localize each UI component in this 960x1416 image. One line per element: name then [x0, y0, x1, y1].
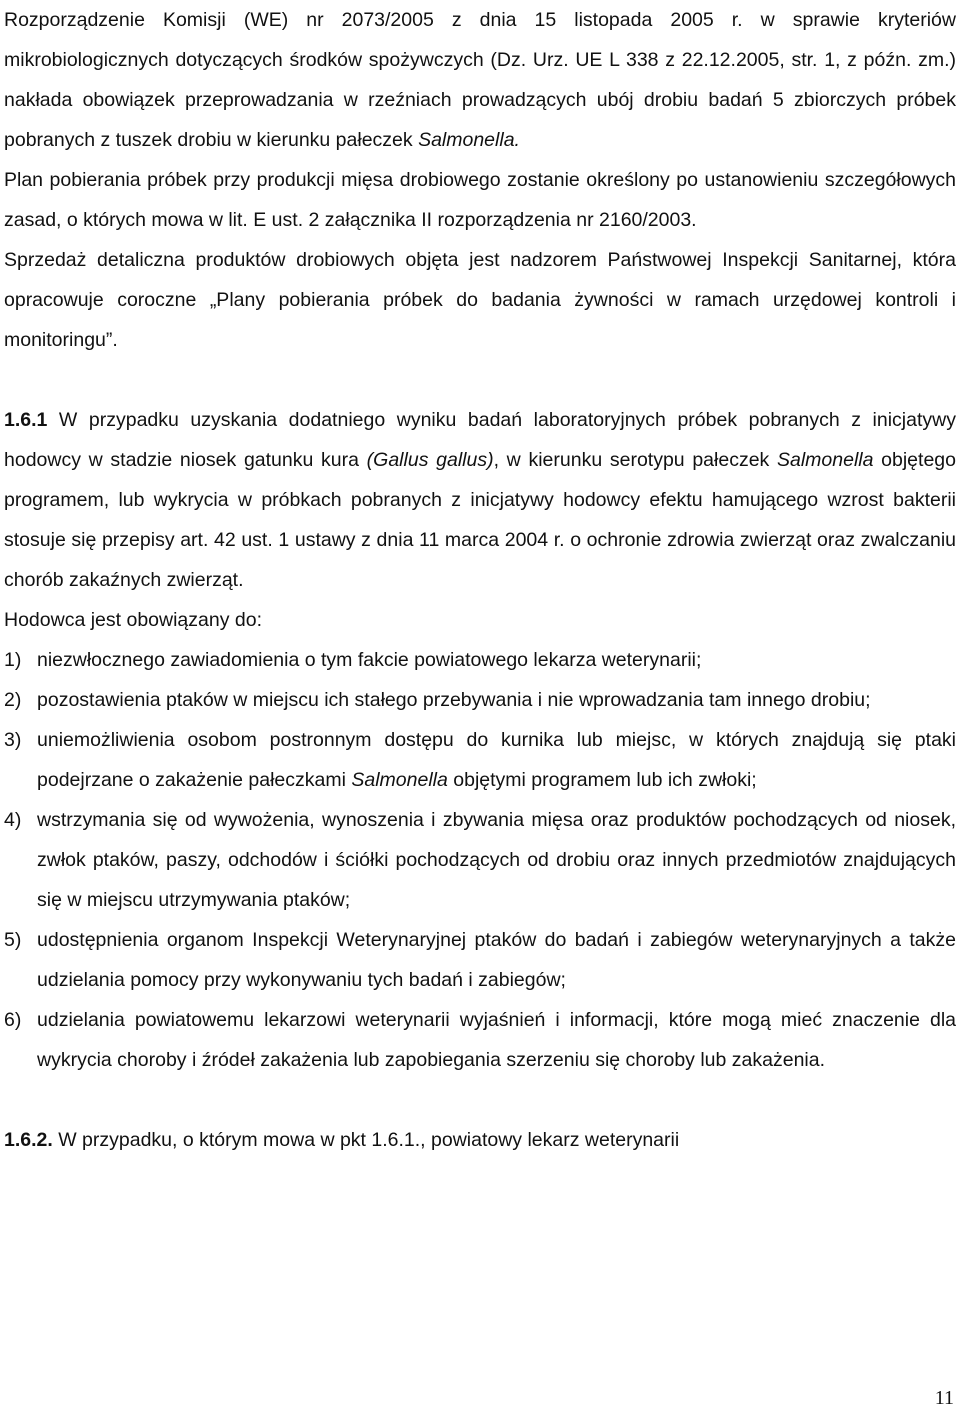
list-item	[4, 720, 956, 800]
list-item-number: 2)	[4, 689, 22, 711]
section-text: objętego programem, lub wykrycia w próbkach pobranych z inicjatywy hodowcy efektu hamującego wzrost bakterii stosuje się przepisy art. 42 ust. 1 ustawy z dnia 11 marca 2004 r. o ochronie zdrowia zwierząt oraz zwalczaniu chorób zakaźnych zwierząt.	[4, 449, 956, 591]
obligations-intro: Hodowca jest obowiązany do:	[4, 609, 262, 631]
spacer	[4, 360, 956, 400]
obligations-list	[4, 640, 956, 1080]
list-item-number: 5)	[4, 929, 22, 951]
paragraph-retail: Sprzedaż detaliczna produktów drobiowych objęta jest nadzorem Państwowej Inspekcji Sanitarnej, która opracowuje coroczne „Plany pobierania próbek do badania żywności w ramach urzędowej kontroli i monitoringu”.	[4, 249, 956, 351]
list-item-number: 4)	[4, 809, 22, 831]
list-item-number: 3)	[4, 729, 22, 751]
list-item-text: udzielania powiatowemu lekarzowi weterynarii wyjaśnień i informacji, które mogą mieć znaczenie dla wykrycia choroby i źródeł zakażenia lub zapobiegania szerzeniu się choroby lub zakażenia.	[37, 1009, 956, 1071]
list-item-text: wstrzymania się od wywożenia, wynoszenia i zbywania mięsa oraz produktów pochodzących od niosek, zwłok ptaków, paszy, odchodów i ściółki pochodzących od drobiu oraz innych przedmiotów znajdujących się w miejscu utrzymywania ptaków;	[37, 809, 956, 911]
salmonella-term: Salmonella	[776, 449, 874, 471]
list-item-number: 6)	[4, 1009, 22, 1031]
spacer	[4, 1080, 956, 1120]
section-text: , w kierunku serotypu pałeczek	[493, 449, 777, 471]
list-item	[4, 680, 956, 720]
paragraph-regulation-text: Rozporządzenie Komisji (WE) nr 2073/2005 z dnia 15 listopada 2005 r. w sprawie kryteriów mikrobiologicznych dotyczących środków spożywczych (Dz. Urz. UE L 338 z 22.12.2005, str. 1, z późn. zm.) nakłada obowiązek przeprowadzania w rzeźniach prowadzących ubój drobiu badań 5 zbiorczych próbek pobranych z tuszek drobiu w kierunku pałeczek	[4, 9, 956, 151]
salmonella-term: Salmonella	[351, 769, 448, 791]
list-item-text: uniemożliwienia osobom postronnym dostępu do kurnika lub miejsc, w których znajdują się ptaki podejrzane o zakażenie pałeczkami	[37, 729, 956, 791]
section-text: W przypadku uzyskania dodatniego wyniku badań laboratoryjnych próbek pobranych z inicjatywy hodowcy w stadzie niosek gatunku kura	[4, 409, 956, 471]
salmonella-term: Salmonella.	[418, 129, 520, 151]
list-item	[4, 920, 956, 1000]
list-item-text: udostępnienia organom Inspekcji Weterynaryjnej ptaków do badań i zabiegów weterynaryjnych a także udzielania pomocy przy wykonywaniu tych badań i zabiegów;	[37, 929, 956, 991]
list-item	[4, 1000, 956, 1080]
list-item-text: objętymi programem lub ich zwłoki;	[447, 769, 757, 791]
paragraph-regulation	[4, 0, 956, 160]
section-1-6-1	[4, 400, 956, 600]
section-number: 1.6.1	[4, 409, 48, 431]
section-1-6-2	[4, 1120, 956, 1160]
list-item-number: 1)	[4, 649, 22, 671]
document-page	[4, 0, 956, 1160]
list-item	[4, 640, 956, 680]
section-number: 1.6.2.	[4, 1129, 53, 1151]
section-text: W przypadku, o którym mowa w pkt 1.6.1., powiatowy lekarz weterynarii	[52, 1129, 680, 1151]
paragraph-sampling-plan: Plan pobierania próbek przy produkcji mięsa drobiowego zostanie określony po ustanowieniu szczegółowych zasad, o których mowa w lit. E ust. 2 załącznika II rozporządzenia nr 2160/2003.	[4, 169, 956, 231]
gallus-term: (Gallus gallus)	[366, 449, 494, 471]
list-item	[4, 800, 956, 920]
list-item-text: niezwłocznego zawiadomienia o tym fakcie powiatowego lekarza weterynarii;	[37, 649, 702, 671]
page-number: 11	[934, 1387, 954, 1409]
list-item-text: pozostawienia ptaków w miejscu ich stałego przebywania i nie wprowadzania tam innego drobiu;	[37, 689, 871, 711]
